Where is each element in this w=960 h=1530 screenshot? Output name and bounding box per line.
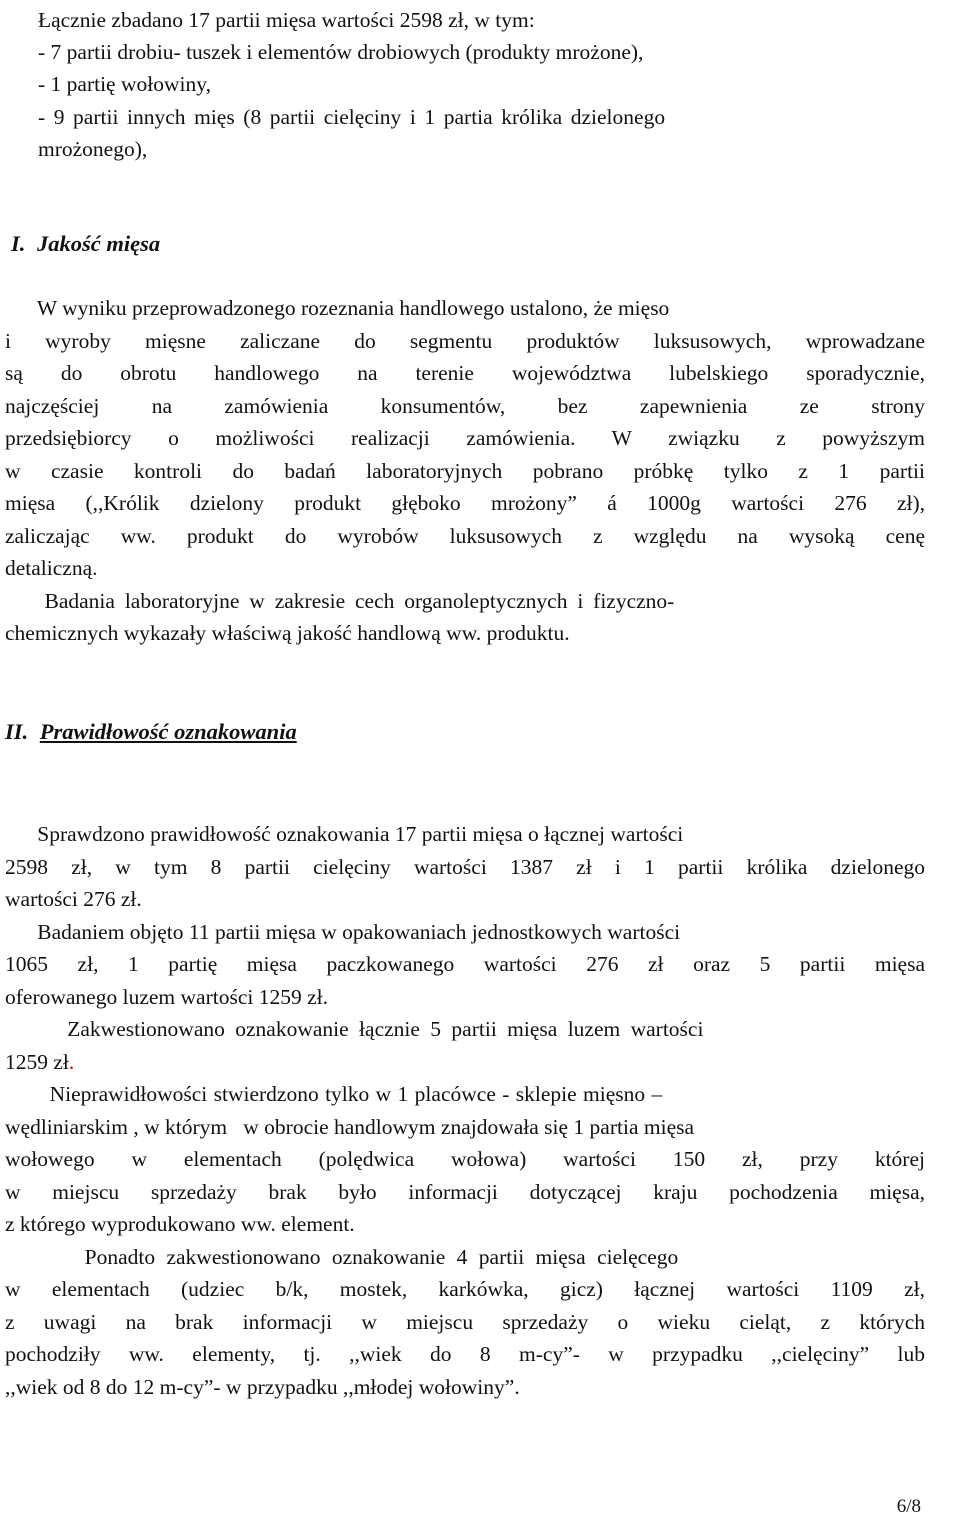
paragraph-text: 1259 zł <box>5 1049 69 1074</box>
paragraph-line: wartości 276 zł. <box>5 887 142 911</box>
list-item: - 7 partii drobiu- tuszek i elementów drobiowych (produkty mrożone), <box>38 40 644 64</box>
paragraph-line: w czasie kontroli do badań laboratoryjnych pobrano próbkę tylko z 1 partii <box>5 458 925 483</box>
page-number: 6/8 <box>896 1496 921 1517</box>
section-1-title: Jakość mięsa <box>37 231 161 256</box>
paragraph-line: z uwagi na brak informacji w miejscu sprzedaży o wieku cieląt, z których <box>5 1309 925 1334</box>
paragraph-line: Badaniem objęto 11 partii mięsa w opakowaniach jednostkowych wartości <box>5 919 681 944</box>
paragraph-line: chemicznych wykazały właściwą jakość handlową ww. produktu. <box>5 621 570 645</box>
paragraph-line <box>5 1046 925 1079</box>
section-2-title: Prawidłowość oznakowania <box>39 719 297 744</box>
paragraph-line: oferowanego luzem wartości 1259 zł. <box>5 984 328 1009</box>
paragraph-line: Ponadto zakwestionowano oznakowanie 4 partii mięsa cielęcego <box>5 1244 679 1269</box>
paragraph-line: wędliniarskim , w którym w obrocie handlowym znajdowała się 1 partia mięsa <box>5 1114 695 1139</box>
paragraph-line: i wyroby mięsne zaliczane do segmentu produktów luksusowych, wprowadzane <box>5 328 925 353</box>
paragraph-line: Nieprawidłowości stwierdzono tylko w 1 placówce - sklepie mięsno – <box>5 1082 663 1106</box>
paragraph-line: w miejscu sprzedaży brak było informacji dotyczącej kraju pochodzenia mięsa, <box>5 1179 925 1204</box>
paragraph-line: wołowego w elementach (polędwica wołowa) wartości 150 zł, przy której <box>5 1147 925 1171</box>
list-item: - 9 partii innych mięs (8 partii cielęciny i 1 partia królika dzielonego <box>38 104 666 129</box>
paragraph-line: przedsiębiorcy o możliwości realizacji zamówienia. W związku z powyższym <box>5 426 925 450</box>
section-2-heading <box>5 716 297 748</box>
section-2-number: II. <box>5 719 29 744</box>
section-1-heading <box>11 228 160 260</box>
paragraph-line: mięsa (,,Królik dzielony produkt głęboko mrożony” á 1000g wartości 276 zł), <box>5 491 925 515</box>
paragraph-line: W wyniku przeprowadzonego rozeznania handlowego ustalono, że mięso <box>5 296 670 320</box>
section-2-body <box>5 818 925 1403</box>
paragraph-line: w elementach (udziec b/k, mostek, karkówka, gicz) łącznej wartości 1109 zł, <box>5 1277 925 1301</box>
list-item: - 1 partię wołowiny, <box>38 72 211 97</box>
document-page <box>5 4 925 1524</box>
paragraph-line: Badania laboratoryjne w zakresie cech organoleptycznych i fizyczno- <box>5 588 675 613</box>
paragraph-line: zaliczając ww. produkt do wyrobów luksusowych z względu na wysoką cenę <box>5 523 925 548</box>
paragraph-line: są do obrotu handlowego na terenie województwa lubelskiego sporadycznie, <box>5 361 925 385</box>
paragraph-line: 2598 zł, w tym 8 partii cielęciny wartości 1387 zł i 1 partii królika dzielonego <box>5 854 925 879</box>
paragraph-line: Zakwestionowano oznakowanie łącznie 5 partii mięsa luzem wartości <box>5 1017 704 1041</box>
section-1-body <box>5 292 925 650</box>
intro-line: Łącznie zbadano 17 partii mięsa wartości 2598 zł, w tym: <box>38 8 535 32</box>
section-1-number: I. <box>11 231 26 256</box>
list-item: mrożonego), <box>38 136 148 161</box>
paragraph-line: pochodziły ww. elementy, tj. ,,wiek do 8 m-cy”- w przypadku ,,cielęciny” lub <box>5 1342 925 1366</box>
paragraph-line: najczęściej na zamówienia konsumentów, bez zapewnienia ze strony <box>5 393 925 418</box>
paragraph-line: ,,wiek od 8 do 12 m-cy”- w przypadku ,,młodej wołowiny”. <box>5 1374 520 1399</box>
paragraph-line: detaliczną. <box>5 556 98 580</box>
paragraph-line: Sprawdzono prawidłowość oznakowania 17 partii mięsa o łącznej wartości <box>5 822 684 846</box>
paragraph-line: z którego wyprodukowano ww. element. <box>5 1212 355 1236</box>
intro-block <box>38 4 928 37</box>
paragraph-line: 1065 zł, 1 partię mięsa paczkowanego wartości 276 zł oraz 5 partii mięsa <box>5 952 925 976</box>
red-period: . <box>68 1049 75 1074</box>
intro-list <box>38 36 928 165</box>
